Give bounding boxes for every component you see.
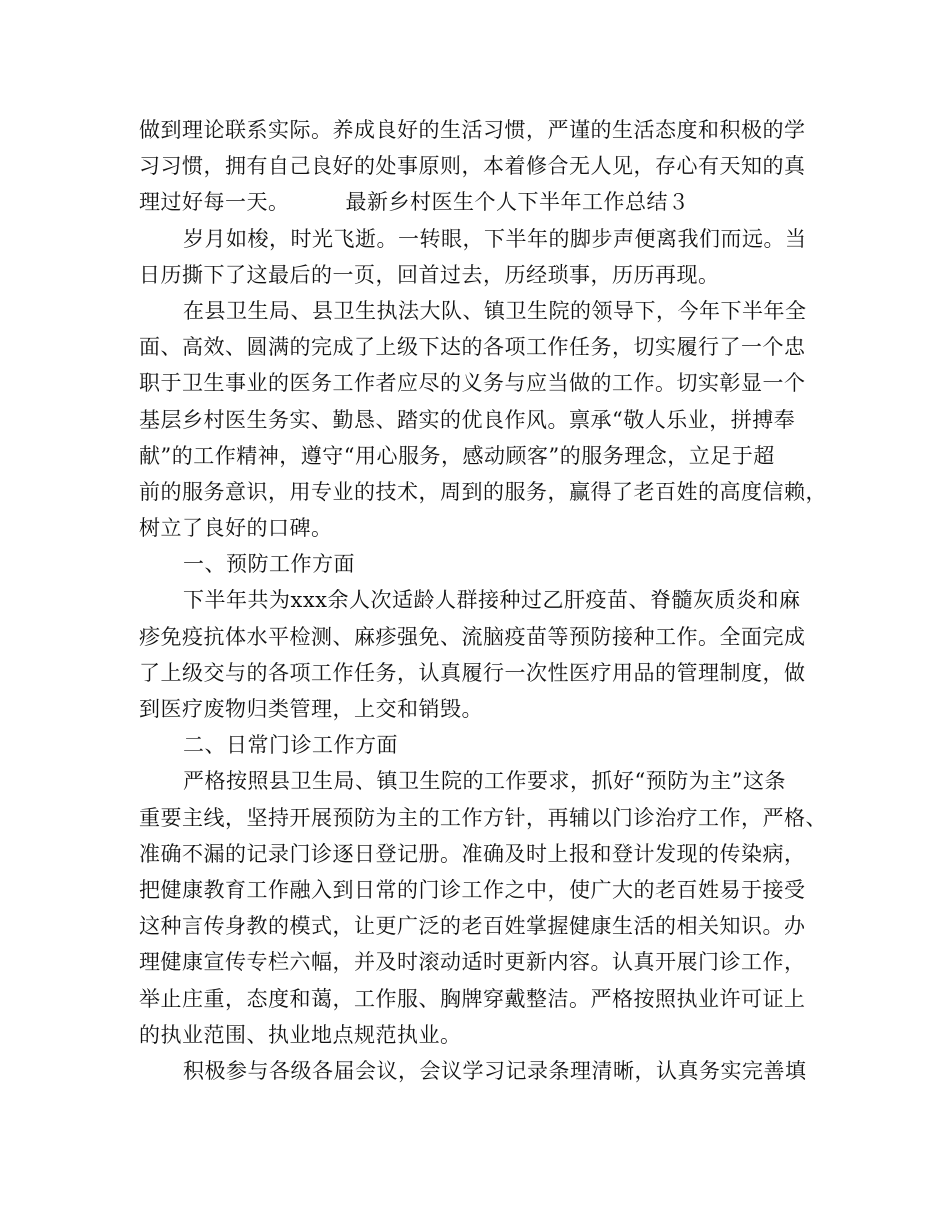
- line-text: 献”的工作精神，遵守“用心服务，感动顾客”的服务理念，立足于超: [139, 443, 775, 468]
- line-text: 重要主线，坚持开展预防为主的工作方针，再辅以门诊治疗工作，严格、: [139, 805, 827, 830]
- line-text: 把健康教育工作融入到日常的门诊工作之中，使广大的老百姓易于接受: [139, 877, 806, 902]
- text-line: [139, 474, 829, 510]
- text-line: [139, 944, 829, 980]
- line-text: 疹免疫抗体水平检测、麻疹强免、流脑疫苗等预防接种工作。全面完成: [139, 624, 806, 649]
- text-line: [139, 727, 829, 763]
- line-text: 岁月如梭，时光飞逝。一转眼，下半年的脚步声便离我们而远。当: [183, 226, 807, 251]
- text-line: [139, 402, 829, 438]
- text-line: [139, 112, 829, 148]
- text-line: [139, 438, 829, 474]
- line-text: 下半年共为xxx余人次适龄人群接种过乙肝疫苗、脊髓灰质炎和麻: [183, 588, 801, 613]
- line-text: 了上级交与的各项工作任务，认真履行一次性医疗用品的管理制度，做: [139, 660, 806, 685]
- text-line: [139, 908, 829, 944]
- line-text: 基层乡村医生务实、勤恳、踏实的优良作风。禀承“敬人乐业，拼搏奉: [139, 407, 796, 432]
- text-line: [139, 510, 829, 546]
- text-line: [139, 981, 829, 1017]
- line-text: 职于卫生事业的医务工作者应尽的义务与应当做的工作。切实彰显一个: [139, 371, 806, 396]
- section-title: 最新乡村医生个人下半年工作总结３: [345, 190, 690, 215]
- text-line: [139, 691, 829, 727]
- text-line: [139, 836, 829, 872]
- text-line: [139, 655, 829, 691]
- line-text: 一、预防工作方面: [183, 552, 355, 577]
- text-line: [139, 546, 829, 582]
- text-line: [139, 763, 829, 799]
- line-text: 日历撕下了这最后的一页，回首过去，历经琐事，历历再现。: [139, 262, 720, 287]
- text-line: [139, 872, 829, 908]
- line-text: 习习惯，拥有自己良好的处事原则，本着修合无人见，存心有天知的真: [139, 154, 806, 179]
- line-text: 的执业范围、执业地点规范执业。: [139, 1022, 462, 1047]
- text-line: [139, 800, 829, 836]
- line-text: 积极参与各级各届会议，会议学习记录条理清晰，认真务实完善填: [183, 1058, 807, 1083]
- text-line: [139, 293, 829, 329]
- text-line: [139, 582, 829, 618]
- line-text: 做到理论联系实际。养成良好的生活习惯，严谨的生活态度和积极的学: [139, 118, 806, 142]
- line-text: 树立了良好的口碑。: [139, 516, 333, 541]
- line-text: 面、高效、圆满的完成了上级下达的各项工作任务，切实履行了一个忠: [139, 335, 806, 360]
- line-text: 二、日常门诊工作方面: [183, 733, 398, 758]
- text-line: [139, 1053, 829, 1089]
- line-text: 到医疗废物归类管理，上交和销毁。: [139, 697, 483, 721]
- line-text: 前的服务意识，用专业的技术，周到的服务，赢得了老百姓的高度信赖，: [139, 479, 827, 504]
- text-line: [139, 329, 829, 365]
- text-line: [139, 184, 829, 220]
- line-text: 在县卫生局、县卫生执法大队、镇卫生院的领导下，今年下半年全: [183, 298, 807, 323]
- line-text: 举止庄重，态度和蔼，工作服、胸牌穿戴整洁。严格按照执业许可证上: [139, 986, 806, 1011]
- text-line: [139, 365, 829, 401]
- line-text: 理健康宣传专栏六幅，并及时滚动适时更新内容。认真开展门诊工作，: [139, 950, 806, 975]
- text-line: [139, 1017, 829, 1053]
- text-line: [139, 148, 829, 184]
- text-line: [139, 619, 829, 655]
- text-line: [139, 257, 829, 293]
- line-text: 准确不漏的记录门诊逐日登记册。准确及时上报和登计发现的传染病，: [139, 841, 806, 866]
- text-line: [139, 221, 829, 257]
- line-text: 这种言传身教的模式，让更广泛的老百姓掌握健康生活的相关知识。办: [139, 914, 806, 939]
- line-text: 理过好每一天。: [139, 190, 290, 215]
- line-text: 严格按照县卫生局、镇卫生院的工作要求，抓好“预防为主”这条: [183, 769, 786, 794]
- document-body: [139, 112, 829, 1089]
